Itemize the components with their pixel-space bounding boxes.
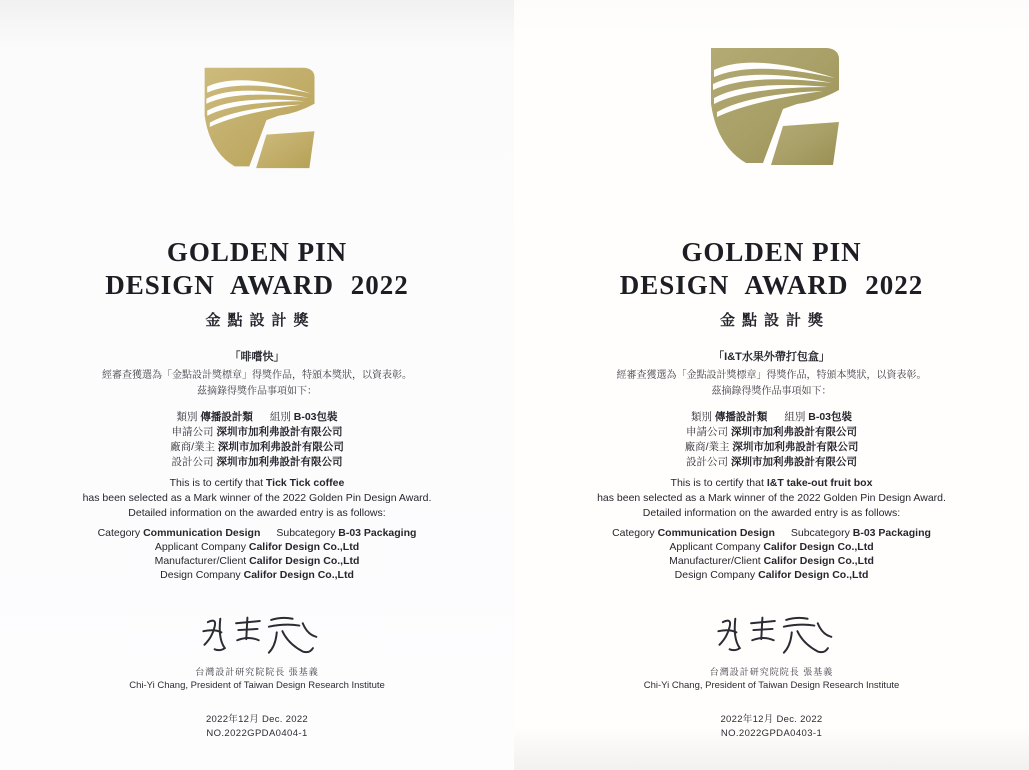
zh-detail-row: 類別 傳播設計類 組別 B-03包裝 xyxy=(176,411,338,424)
en-detail-row: Manufacturer/Client Califor Design Co.,Ltd xyxy=(154,555,360,568)
signer-title-en: Chi-Yi Chang, President of Taiwan Design Research Institute xyxy=(129,680,385,692)
en-detail-list xyxy=(612,526,931,582)
intro-text xyxy=(102,368,412,400)
en-detail-row: Category Communication Design Subcategory B-03 Packaging xyxy=(97,527,417,540)
award-title-zh: 金點設計獎 xyxy=(205,312,316,330)
certify-text xyxy=(83,476,432,521)
zh-detail-list xyxy=(685,410,859,470)
certify-line1: This is to certify that I&T take-out fruit box xyxy=(670,477,873,490)
en-detail-row: Design Company Califor Design Co.,Ltd xyxy=(160,569,354,582)
signer-title-en: Chi-Yi Chang, President of Taiwan Design Research Institute xyxy=(643,680,900,692)
work-title: 「I&T水果外帶打包盒」 xyxy=(713,351,830,364)
certificate-left xyxy=(0,0,514,770)
certify-line2: has been selected as a Mark winner of the 2022 Golden Pin Design Award. xyxy=(597,492,946,505)
golden-pin-logo xyxy=(193,66,321,169)
president-signature xyxy=(172,612,342,660)
issue-date: 2022年12月 Dec. 2022 xyxy=(205,714,309,726)
zh-detail-row: 廠商/業主 深圳市加利弗設計有限公司 xyxy=(684,441,859,454)
intro-text xyxy=(617,368,927,400)
certify-line2: has been selected as a Mark winner of the 2022 Golden Pin Design Award. xyxy=(82,492,432,505)
en-detail-row: Design Company Califor Design Co.,Ltd xyxy=(674,569,869,582)
award-title-zh: 金點設計獎 xyxy=(719,312,830,330)
award-title-line1: GOLDEN PIN xyxy=(166,237,348,267)
zh-detail-row: 設計公司 深圳市加利弗設計有限公司 xyxy=(171,456,343,469)
work-title: 「啡嚐快」 xyxy=(229,351,285,364)
award-title-line2: DESIGN AWARD 2022 xyxy=(105,269,409,300)
certificate-number: NO.2022GPDA0403-1 xyxy=(720,728,823,740)
award-title-en xyxy=(105,239,409,299)
en-detail-row: Applicant Company Califor Design Co.,Ltd xyxy=(669,541,874,554)
signer-title-zh: 台灣設計研究院院長 張基義 xyxy=(195,667,319,678)
certificate-number: NO.2022GPDA0404-1 xyxy=(206,728,308,740)
en-detail-row: Category Communication Design Subcategory B-03 Packaging xyxy=(612,527,931,540)
en-detail-row: Applicant Company Califor Design Co.,Ltd xyxy=(154,541,360,554)
zh-detail-row: 設計公司 深圳市加利弗設計有限公司 xyxy=(686,456,857,469)
certificate-right xyxy=(514,0,1029,770)
award-title-line1: GOLDEN PIN xyxy=(681,237,862,267)
certify-line3: Detailed information on the awarded entry is as follows: xyxy=(128,507,386,520)
zh-detail-row: 廠商/業主 深圳市加利弗設計有限公司 xyxy=(170,441,344,454)
zh-detail-row: 申請公司 深圳市加利弗設計有限公司 xyxy=(686,426,857,439)
golden-pin-logo xyxy=(705,46,839,166)
issue-date: 2022年12月 Dec. 2022 xyxy=(720,714,823,726)
intro-line2: 茲摘錄得獎作品事項如下： xyxy=(197,386,317,398)
award-title-line2: DESIGN AWARD 2022 xyxy=(619,269,924,300)
en-detail-list xyxy=(98,526,417,582)
intro-line1: 經審查獲選為「金點設計獎標章」得獎作品，特頒本獎狀，以資表彰。 xyxy=(102,370,412,382)
certified-work-name: I&T take-out fruit box xyxy=(766,477,873,490)
zh-detail-row: 申請公司 深圳市加利弗設計有限公司 xyxy=(171,426,343,439)
certify-line3: Detailed information on the awarded entry is as follows: xyxy=(642,507,901,520)
zh-detail-list xyxy=(170,410,344,470)
president-signature xyxy=(687,612,857,660)
en-detail-row: Manufacturer/Client Califor Design Co.,Ltd xyxy=(669,555,874,568)
award-title-en xyxy=(620,239,924,299)
zh-detail-row: 類別 傳播設計類 組別 B-03包裝 xyxy=(690,411,853,424)
certify-text xyxy=(597,476,946,521)
intro-line2: 茲摘錄得獎作品事項如下： xyxy=(711,386,832,398)
certify-line1: This is to certify that Tick Tick coffee xyxy=(169,477,345,490)
certified-work-name: Tick Tick coffee xyxy=(265,477,345,490)
signer-title-zh: 台灣設計研究院院長 張基義 xyxy=(709,667,834,678)
intro-line1: 經審查獲選為「金點設計獎標章」得獎作品，特頒本獎狀，以資表彰。 xyxy=(616,370,927,382)
